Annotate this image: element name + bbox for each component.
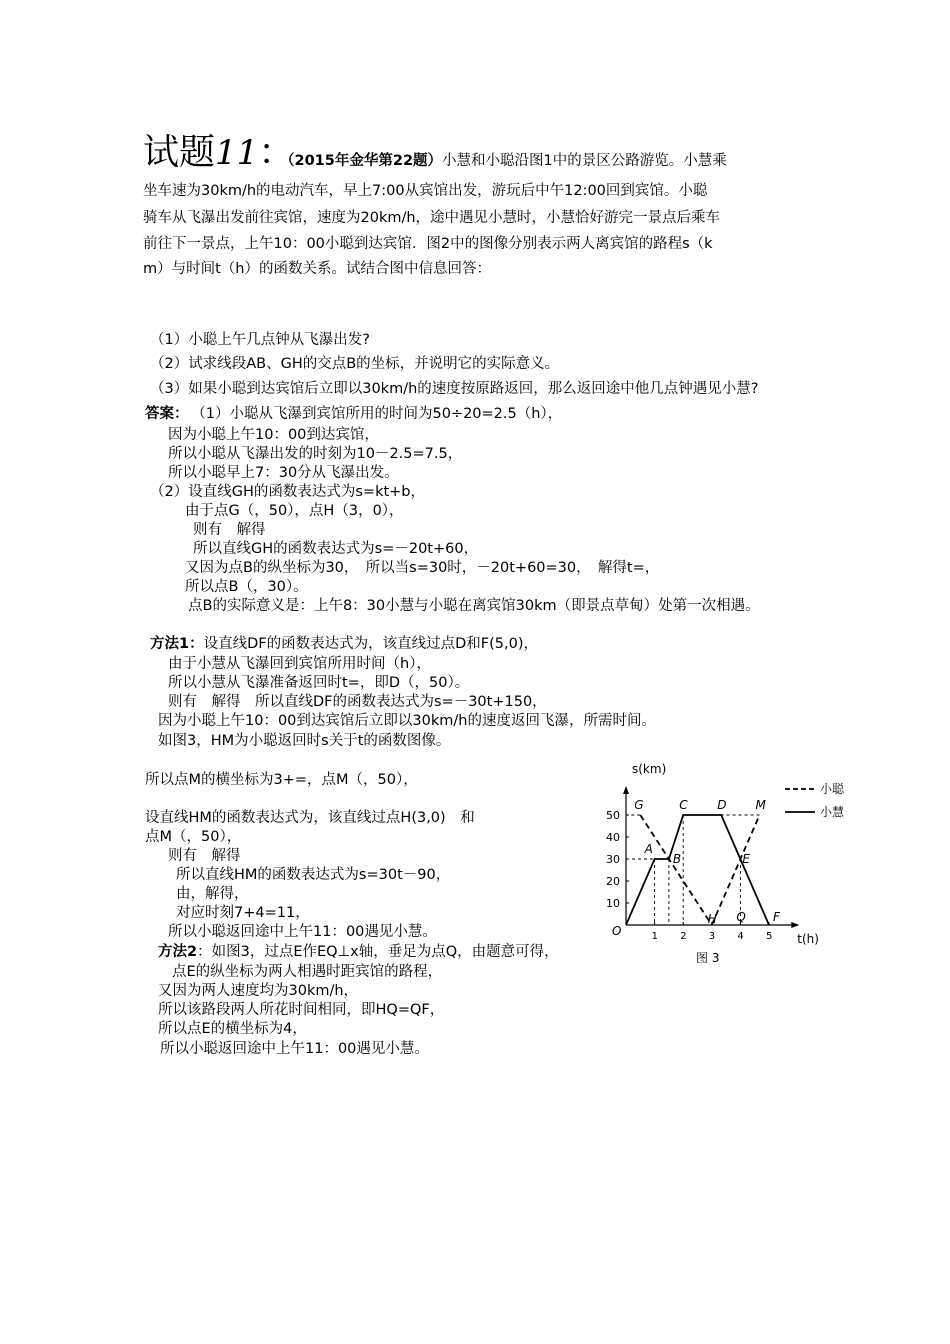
legend-label-xiaocong: 小聪 — [820, 782, 845, 796]
method2-line-4: 所以该路段两人所花时间相同，即HQ=QF， — [158, 1002, 445, 1018]
method1-line-1 — [150, 634, 538, 654]
method1-line-4: 则有 解得 所以直线DF的函数表达式为s=－30t+150， — [168, 694, 547, 710]
intro-line-1 — [280, 148, 800, 174]
method1-line-14: 所以小聪返回途中上午11：00遇见小慧。 — [168, 924, 437, 940]
y-tick-label: 30 — [606, 853, 620, 866]
method1-line-11: 所以直线HM的函数表达式为s=30t－90， — [176, 867, 451, 883]
x-tick-label: 3 — [708, 931, 716, 942]
point-label-B: B — [672, 852, 682, 866]
method1-line-8: 设直线HM的函数表达式为，该直线过点H(3,0) 和 — [145, 810, 475, 826]
point-label-C: C — [679, 798, 688, 812]
answer-line-1 — [145, 404, 562, 424]
answer-line-11: 点B的实际意义是：上午8：30小慧与小聪在离宾馆30km（即景点草甸）处第一次相遇。 — [188, 598, 760, 614]
series-line-xiaocong — [712, 815, 760, 925]
method2-line-3: 又因为两人速度均为30km/h， — [158, 983, 359, 999]
method1-label: 方法1： — [150, 636, 204, 652]
point-label-Q: Q — [736, 910, 746, 924]
figure-caption: 图 3 — [696, 951, 720, 965]
x-tick-label: 1 — [651, 931, 658, 942]
intro-line-3: 骑车从飞瀑出发前往宾馆，速度为20km/h，途中遇见小慧时，小慧恰好游完一景点后乘车 — [143, 210, 721, 226]
series-line-xiaohui — [626, 815, 769, 925]
point-label-F: F — [773, 910, 780, 924]
method2-label: 方法2 — [158, 944, 198, 960]
question-2: （2）试求线段AB、GH的交点B的坐标，并说明它的实际意义。 — [150, 356, 560, 372]
method1-line-6: 如图3，HM为小聪返回时s关于t的函数图像。 — [158, 733, 451, 749]
method2-text-1: ：如图3，过点E作EQ⊥x轴，垂足为点Q，由题意可得， — [197, 944, 559, 960]
answer-line-9: 又因为点B的纵坐标为30， 所以当s=30时，－20t+60=30， 解得t=， — [185, 560, 660, 576]
y-tick-label: 10 — [606, 897, 620, 910]
title-prefix: 试题 — [143, 132, 216, 173]
answer-line-5: （2）设直线GH的函数表达式为s=kt+b， — [150, 484, 426, 500]
x-tick-label: 2 — [680, 931, 687, 942]
intro-line-4: 前往下一景点，上午10：00小聪到达宾馆．图2中的图像分别表示两人离宾馆的路程s（k — [143, 236, 713, 252]
y-tick-label: 20 — [606, 875, 620, 888]
title-number: 11 — [215, 133, 259, 173]
method1-line-13: 对应时刻7+4=11， — [176, 905, 310, 921]
y-axis-arrow — [623, 786, 629, 794]
answer-colon: ： — [174, 406, 189, 422]
answer-line-8: 所以直线GH的函数表达式为s=－20t+60， — [193, 541, 479, 557]
y-tick-label: 50 — [606, 809, 620, 822]
problem-title — [143, 128, 294, 178]
figure-3-chart — [600, 755, 860, 970]
answer-line-6: 由于点G（，50），点H（3，0）， — [185, 503, 404, 519]
intro-text-1: 小慧和小聪沿图1中的景区公路游览。小慧乘 — [442, 153, 727, 169]
method1-line-5: 因为小聪上午10：00到达宾馆后立即以30km/h的速度返回飞瀑，所需时间。 — [158, 713, 656, 729]
answer-line-10: 所以点B（，30）。 — [185, 579, 308, 595]
method2-line-5: 所以点E的横坐标为4， — [158, 1021, 307, 1037]
intro-line-2: 坐车速为30km/h的电动汽车，早上7:00从宾馆出发，游玩后中午12:00回到宾馆。小聪 — [143, 183, 708, 199]
method1-line-3: 所以小慧从飞瀑准备返回时t=，即D（，50）。 — [168, 675, 470, 691]
question-3: （3）如果小聪到达宾馆后立即以30km/h的速度按原路返回，那么返回途中他几点钟遇见小慧? — [150, 381, 759, 397]
answer-line-7: 则有 解得 — [193, 522, 266, 538]
answer-label: 答案 — [145, 406, 174, 422]
origin-label: O — [612, 924, 622, 938]
point-label-M: M — [755, 798, 766, 812]
point-label-G: G — [634, 798, 644, 812]
question-1: （1）小聪上午几点钟从飞瀑出发? — [150, 332, 370, 348]
answer-line-4: 所以小聪早上7：30分从飞瀑出发。 — [168, 465, 399, 481]
answer-line-2: 因为小聪上午10：00到达宾馆， — [168, 427, 379, 443]
point-label-E: E — [742, 852, 750, 866]
method2-line-1 — [158, 942, 559, 962]
title-colon: ： — [258, 132, 295, 173]
answer-line-3: 所以小聪从飞瀑出发的时刻为10－2.5=7.5， — [168, 446, 463, 462]
method1-line-2: 由于小慧从飞瀑回到宾馆所用时间（h）， — [168, 656, 431, 672]
y-tick-label: 40 — [606, 831, 620, 844]
method1-line-9: 点M（，50）， — [145, 829, 242, 845]
x-axis-arrow — [791, 922, 799, 928]
method2-line-2: 点E的纵坐标为两人相遇时距宾馆的路程， — [172, 964, 443, 980]
intro-line-5: m）与时间t（h）的函数关系。试结合图中信息回答： — [143, 261, 491, 277]
method1-line-12: 由，解得， — [176, 886, 249, 902]
legend-label-xiaohui: 小慧 — [820, 805, 845, 819]
answer-text-1: （1）小聪从飞瀑到宾馆所用的时间为50÷20=2.5（h）， — [198, 406, 563, 422]
x-tick-label: 5 — [766, 931, 773, 942]
series-line-xiaocong — [640, 815, 712, 925]
y-axis-label: s(km) — [632, 762, 667, 776]
method1-line-10: 则有 解得 — [168, 848, 241, 864]
method2-line-6: 所以小聪返回途中上午11：00遇见小慧。 — [160, 1041, 429, 1057]
method1-line-7: 所以点M的横坐标为3+=，点M（，50）， — [145, 772, 418, 788]
x-axis-label: t(h) — [797, 932, 819, 946]
problem-source: （2015年金华第22题） — [280, 153, 443, 169]
point-label-D: D — [717, 798, 727, 812]
x-tick-label: 4 — [737, 931, 744, 942]
point-label-A: A — [644, 842, 653, 856]
point-label-H: H — [707, 912, 717, 926]
method1-text-1: 设直线DF的函数表达式为，该直线过点D和F(5,0)， — [203, 636, 538, 652]
